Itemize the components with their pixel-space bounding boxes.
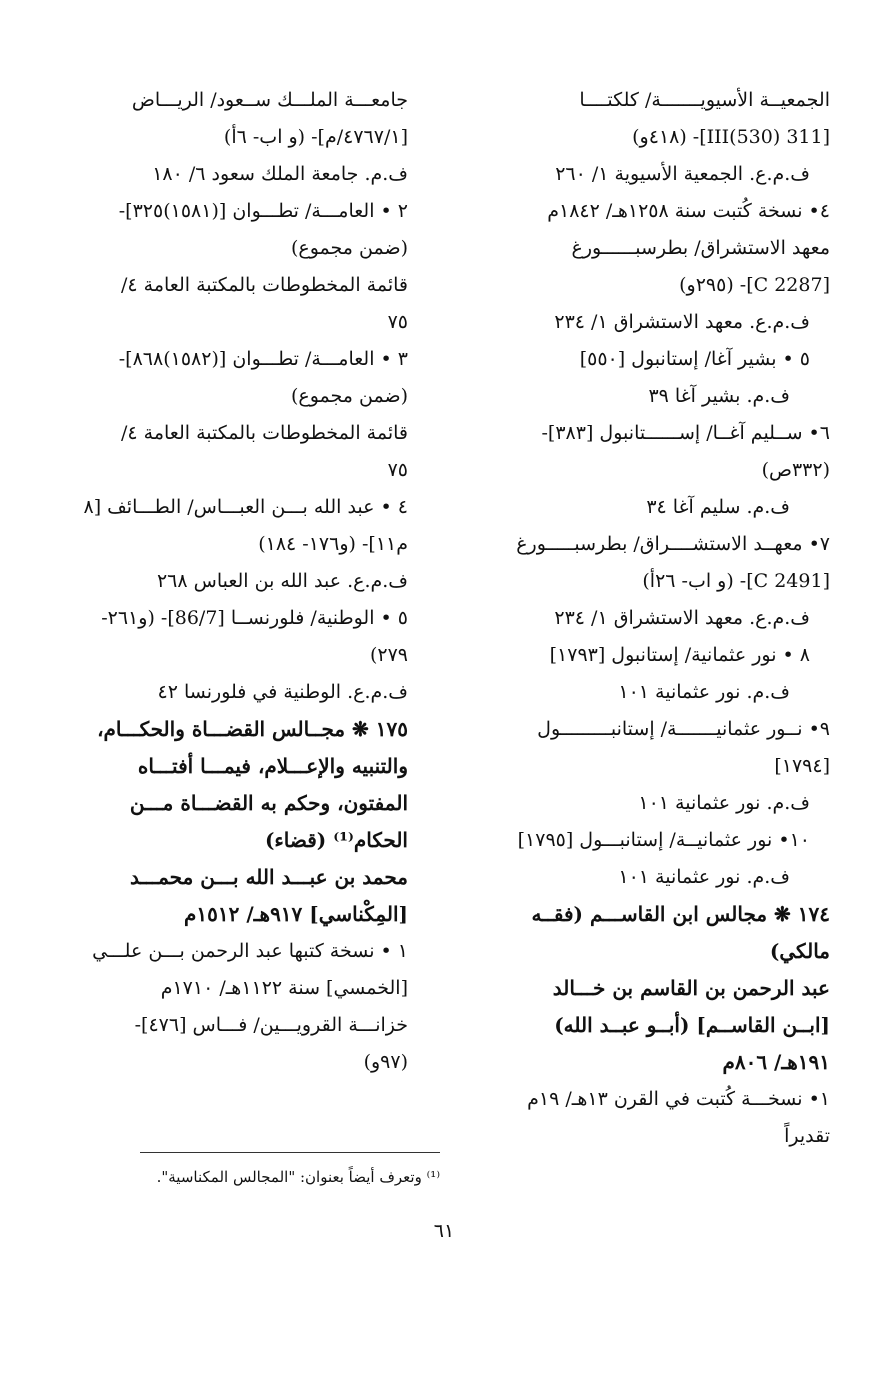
text-line: (ضمن مجموع) (290, 237, 408, 259)
text-line: م١١]- (و١٧٦- ١٨٤) (258, 533, 408, 555)
entry-heading-line: محمد بن عبـــد الله بـــن محمـــد (130, 865, 408, 889)
text-line: خزانـــة القرويـــين/ فـــاس [٤٧٦]- (134, 1014, 408, 1036)
left-column (58, 82, 408, 1081)
text-line: [١٧٩٤] (774, 755, 830, 777)
text-line: ٤ • عبد الله بـــن العبـــاس/ الطـــائف [٨ (83, 496, 408, 518)
text-line: ٩• نــور عثمانيـــــــة/ إستانبـــــــــول (537, 718, 830, 740)
text-line: ف.م.ع. معهد الاستشراق ١/ ٢٣٤ (554, 607, 810, 629)
text-line: (٣٣٢ص) (761, 459, 830, 481)
text-line: ١• نسخـــة كُتبت في القرن ١٣هـ/ ١٩م (527, 1088, 830, 1110)
entry-heading-line: [ابــن القاســم] (أبــو عبــد الله) (554, 1013, 830, 1037)
text-line: ٥ • بشير آغا/ إستانبول [٥٥٠] (579, 348, 810, 370)
footnote-divider (140, 1152, 440, 1153)
text-line: معهد الاستشراق/ بطرسبــــــورغ (571, 237, 830, 259)
text-line: الجمعيــة الأسيويـــــــة/ كلكتــــا (579, 89, 830, 111)
footnote: ⁽¹⁾ وتعرف أيضاً بعنوان: "المجالس المكناسية". (156, 1168, 440, 1186)
text-line: ٧٥ (387, 459, 408, 481)
text-line: ف.م. نور عثمانية ١٠١ (638, 792, 810, 814)
text-line: [C 2287]- (٢٩٥و) (679, 274, 830, 296)
text-line: ف.م.ع. الجمعية الأسيوية ١/ ٢٦٠ (555, 163, 810, 185)
text-line: ٤• نسخة كُتبت سنة ١٢٥٨هـ/ ١٨٤٢م (547, 200, 830, 222)
text-line: [311 III(530)]- (٤١٨و) (632, 126, 830, 148)
text-line: ف.م. نور عثمانية ١٠١ (618, 681, 790, 703)
text-line: [الخمسي] سنة ١١٢٢هـ/ ١٧١٠م (160, 977, 408, 999)
text-line: (٩٧و) (363, 1051, 408, 1073)
text-line: ٧• معهــد الاستشــــراق/ بطرسبـــــورغ (516, 533, 830, 555)
text-line: ف.م. نور عثمانية ١٠١ (618, 866, 790, 888)
text-line: ٧٥ (387, 311, 408, 333)
text-line: ٢٧٩) (369, 644, 408, 666)
text-line: ف.م.ع. عبد الله بن العباس ٢٦٨ (156, 570, 408, 592)
entry-heading-line: والتنبيه والإعـــلام، فيمـــا أفتـــاه (137, 754, 408, 778)
text-line: ف.م. سليم آغا ٣٤ (646, 496, 790, 518)
right-column (480, 82, 830, 1155)
entry-heading-line: [المِكْناسي] ٩١٧هـ/ ١٥١٢م (184, 902, 408, 926)
text-line: ف.م.ع. معهد الاستشراق ١/ ٢٣٤ (554, 311, 810, 333)
entry-heading-line: ١٩١هـ/ ٨٠٦م (722, 1050, 830, 1074)
entry-heading-line: ١٧٥ ❋ مجــالس القضـــاة والحكـــام، (97, 717, 408, 741)
text-line: قائمة المخطوطات بالمكتبة العامة ٤/ (120, 422, 408, 444)
text-line: ١٠• نور عثمانيــة/ إستانبـــول [١٧٩٥] (517, 829, 810, 851)
text-line: ٥ • الوطنية/ فلورنســا [86/7]- (و٢٦١- (101, 607, 408, 629)
entry-heading-line: عبد الرحمن بن القاسم بن خـــالد (552, 976, 830, 1000)
entry-heading-line: ١٧٤ ❋ مجالس ابن القاســـم (فقــه (531, 902, 830, 926)
text-line: تقديراً (784, 1125, 830, 1147)
text-line: ف.م.ع. الوطنية في فلورنسا ٤٢ (157, 681, 408, 703)
entry-heading-line: مالكي) (769, 939, 830, 963)
page-number: ٦١ (433, 1220, 455, 1242)
text-line: [٤٧٦٧/١/م]- (و اب- ٦أ) (223, 126, 408, 148)
text-line: ٨ • نور عثمانية/ إستانبول [١٧٩٣] (549, 644, 810, 666)
text-line: (ضمن مجموع) (290, 385, 408, 407)
entry-heading-line: الحكام⁽¹⁾ (قضاء) (264, 828, 408, 852)
text-line: ف.م. جامعة الملك سعود ٦/ ١٨٠ (152, 163, 408, 185)
text-line: قائمة المخطوطات بالمكتبة العامة ٤/ (120, 274, 408, 296)
text-line: ١ • نسخة كتبها عبد الرحمن بـــن علـــي (92, 940, 408, 962)
text-line: جامعـــة الملـــك ســعود/ الريـــاض (131, 89, 408, 111)
text-line: ٦• ســليم آغــا/ إســــــتانبول [٣٨٣]- (541, 422, 830, 444)
entry-heading-line: المفتون، وحكم به القضـــاة مـــن (129, 791, 408, 815)
text-line: ٣ • العامـــة/ تطـــوان [(١٥٨٢)٨٦٨]- (118, 348, 408, 370)
text-line: ٢ • العامـــة/ تطـــوان [(١٥٨١)٣٢٥]- (118, 200, 408, 222)
text-line: [C 2491]- (و اب- ٢٦أ) (642, 570, 830, 592)
text-line: ف.م. بشير آغا ٣٩ (648, 385, 790, 407)
